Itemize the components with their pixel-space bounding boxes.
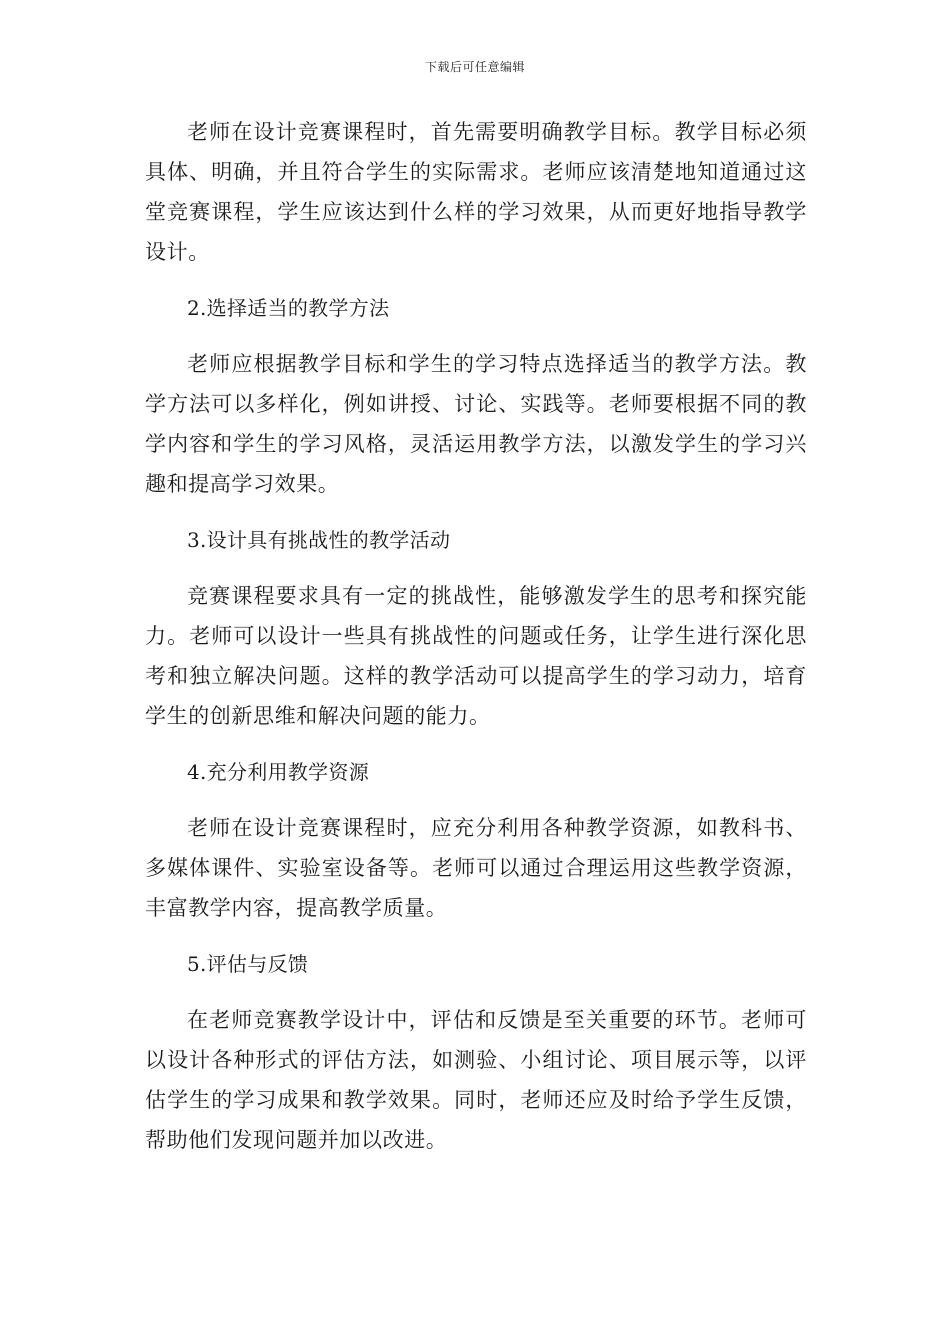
paragraph-methods: 老师应根据教学目标和学生的学习特点选择适当的教学方法。教学方法可以多样化，例如讲授、讨论、实践等。老师要根据不同的教学内容和学生的学习风格，灵活运用教学方法，以激发学生的学习兴趣和提高学习效果。 xyxy=(145,352,807,496)
section-heading-resources: 4.充分利用教学资源 xyxy=(187,760,370,784)
section-heading-activities: 3.设计具有挑战性的教学活动 xyxy=(187,528,451,552)
paragraph-objectives: 老师在设计竞赛课程时，首先需要明确教学目标。教学目标必须具体、明确，并且符合学生的实际需求。老师应该清楚地知道通过这堂竞赛课程，学生应该达到什么样的学习效果，从而更好地指导教学设计。 xyxy=(145,120,807,264)
paragraph-resources: 老师在设计竞赛课程时，应充分利用各种教学资源，如教科书、多媒体课件、实验室设备等。老师可以通过合理运用这些教学资源，丰富教学内容，提高教学质量。 xyxy=(145,816,807,920)
page-header: 下载后可任意编辑 xyxy=(424,60,525,74)
section-heading-methods: 2.选择适当的教学方法 xyxy=(187,296,390,320)
document-body xyxy=(145,112,807,1176)
section-heading-evaluation: 5.评估与反馈 xyxy=(187,952,309,976)
paragraph-evaluation: 在老师竞赛教学设计中，评估和反馈是至关重要的环节。老师可以设计各种形式的评估方法，如测验、小组讨论、项目展示等，以评估学生的学习成果和教学效果。同时，老师还应及时给予学生反馈，帮助他们发现问题并加以改进。 xyxy=(145,1008,807,1152)
paragraph-activities: 竞赛课程要求具有一定的挑战性，能够激发学生的思考和探究能力。老师可以设计一些具有挑战性的问题或任务，让学生进行深化思考和独立解决问题。这样的教学活动可以提高学生的学习动力，培育学生的创新思维和解决问题的能力。 xyxy=(145,584,807,728)
